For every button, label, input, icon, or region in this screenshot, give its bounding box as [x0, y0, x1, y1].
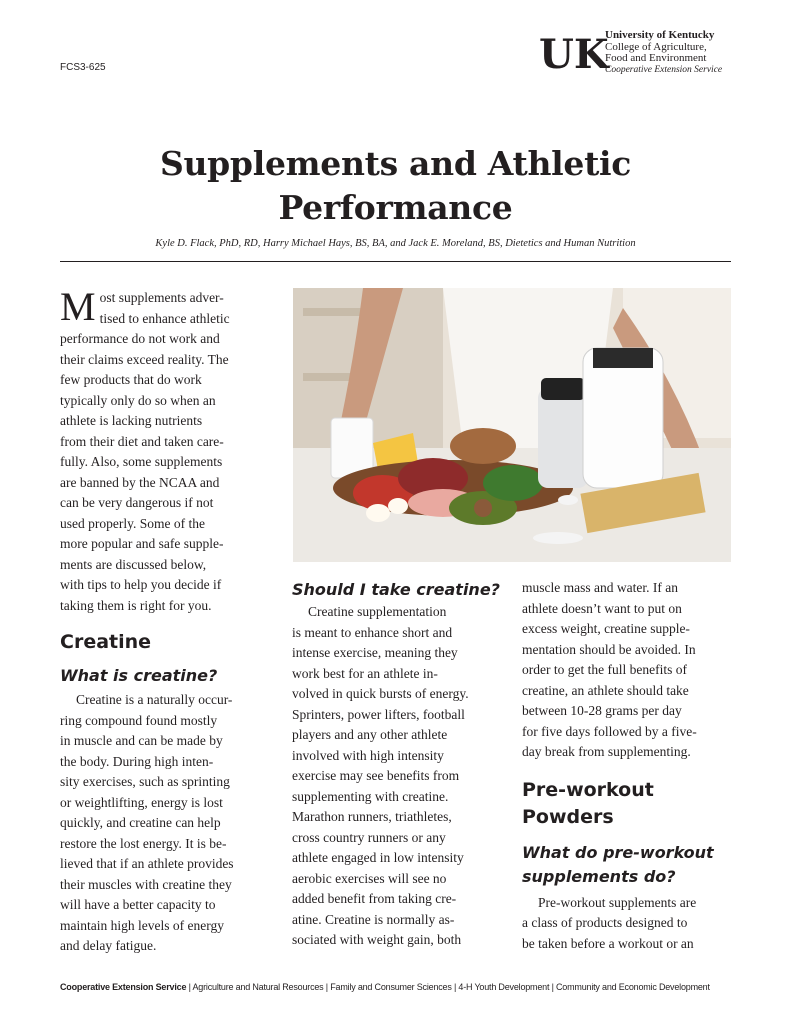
footer-bold: Cooperative Extension Service: [60, 982, 187, 992]
subheading-pre-workout-supplements: What do pre-workout supplements do?: [522, 842, 714, 886]
college-line-1: College of Agriculture,: [605, 40, 707, 53]
intro-paragraph: M ost supplements adver- tised to enhance athletic performance do not work and their claims exceed reality. The few products that do work typically only do so when an athlete is lacking nutrients from their diet and taken care- fully. Also, some supplements are banned by the NCAA and can be very dangerous if not used properly. Some of the more popular and safe supple- ments are discussed below, with tips to help you decide if taking them is right for you.: [60, 284, 230, 613]
spilled-pills: [533, 532, 583, 544]
column-3: [522, 578, 737, 954]
university-name: University of Kentucky: [605, 29, 715, 41]
shaker-lid: [541, 378, 585, 400]
protein-tub: [583, 348, 663, 488]
footer-programs: | Agriculture and Natural Resources | Family and Consumer Sciences | 4-H Youth Development | Community and Economic Development: [186, 982, 710, 992]
nut-bowl: [450, 428, 516, 464]
shaker-bottle: [538, 388, 588, 488]
extension-service: Cooperative Extension Service: [605, 64, 723, 75]
egg: [366, 504, 390, 522]
title-line-1: Supplements and Athletic: [159, 144, 632, 183]
heading-pre-workout-powders: Pre-workout Powders: [522, 778, 654, 828]
column-2: [292, 578, 507, 951]
subheading-what-is-creatine: What is creatine?: [60, 666, 218, 685]
hero-photo: [293, 288, 731, 562]
creatine-paragraph: Creatine is a naturally occur- ring compound found mostly in muscle and can be made by the body. During high inten- sity exercises, such as sprinting or weightlifting, energy is lost quickly, and creatine can help restore the lost energy. It is be- lieved that if an athlete provides their muscles with creatine they will have a better capacity to maintain high levels of energy and delay fatigue.: [60, 692, 234, 953]
should-take-paragraph: Creatine supplementation is meant to enhance short and intense exercise, meaning they work best for an athlete in- volved in quick bursts of energy. Sprinters, power lifters, football players and any other athlete involved with high intensity exercise may see benefits from supplementing with creatine. Marathon runners, triathletes, cross country runners or any athlete engaged in low intensity aerobic exercises will see no added benefit from taking cre- atine. Creatine is normally as- sociated with weight gain, both: [292, 604, 469, 947]
scoop: [558, 495, 578, 505]
uk-logo: [537, 30, 609, 78]
document-code: FCS3-625: [60, 62, 106, 73]
uk-logo-text: UK: [539, 31, 609, 78]
creatine-continued-paragraph: muscle mass and water. If an athlete doesn’t want to put on excess weight, creatine supple- mentation should be avoided. In order to get the full benefits of creatine, an athlete should take between 10-28 grams per day for five days followed by a five- day break from supplementing.: [522, 580, 697, 759]
protein-tub-lid: [593, 348, 653, 368]
title-line-2: Performance: [278, 188, 513, 227]
heading-creatine: Creatine: [60, 631, 152, 653]
broccoli: [483, 465, 543, 501]
pre-workout-paragraph: Pre-workout supplements are a class of products designed to be taken before a workout or an: [522, 894, 697, 951]
header-divider: [60, 261, 731, 262]
footer: [60, 982, 710, 992]
college-line-2: Food and Environment: [605, 52, 707, 64]
drop-cap: M: [60, 284, 96, 329]
page-title: [100, 142, 691, 230]
authors-line: Kyle D. Flack, PhD, RD, Harry Michael Hays, BS, BA, and Jack E. Moreland, BS, Dietetics and Human Nutrition: [155, 238, 636, 249]
subheading-should-i-take-creatine: Should I take creatine?: [292, 580, 500, 599]
column-1: [60, 284, 275, 957]
institution-block: [605, 30, 722, 76]
